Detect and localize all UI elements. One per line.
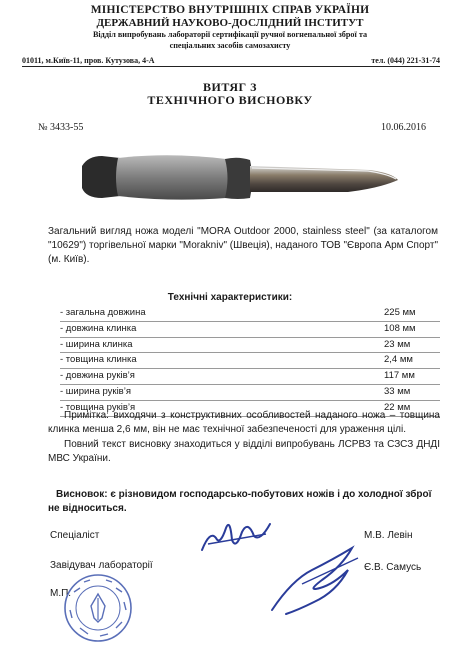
spec-label: - товщина клинка	[60, 354, 137, 366]
spec-row	[60, 338, 440, 354]
spec-row	[60, 306, 440, 322]
document-number: № 3433-55	[38, 122, 84, 133]
specs-heading: Технічні характеристики:	[167, 292, 293, 303]
letterhead-department-line1: Відділ випробувань лабораторії сертифікації ручної вогнепальної зброї та	[92, 30, 368, 39]
head-role: Завідувач лабораторії	[50, 560, 153, 571]
spec-value: 2,4 мм	[384, 354, 413, 366]
full-text-note: Повний текст висновку знаходиться у відділі випробувань ЛСРВЗ та СЗСЗ ДНДІ МВС України.	[48, 439, 440, 464]
stamp-label: М.П.	[50, 588, 72, 599]
official-stamp	[62, 572, 134, 644]
knife-photo	[80, 148, 400, 210]
letterhead-institute: ДЕРЖАВНИЙ НАУКОВО-ДОСЛІДНИЙ ІНСТИТУТ	[96, 17, 364, 29]
head-name: Є.В. Самусь	[364, 562, 422, 573]
letterhead-phone: тел. (044) 221-31-74	[371, 56, 440, 65]
spec-value: 22 мм	[384, 401, 411, 413]
specs-table	[60, 306, 440, 417]
letterhead-ministry: МІНІСТЕРСТВО ВНУТРІШНІХ СПРАВ УКРАЇНИ	[90, 4, 370, 16]
letterhead-address: 01011, м.Київ-11, пров. Кутузова, 4-А	[22, 56, 155, 65]
spec-row	[60, 353, 440, 369]
knife-description: Загальний вигляд ножа моделі "MORA Outdoor 2000, stainless steel" (за каталогом "10629") торгівельної марки "Morakniv" (Швеція), наданого ТОВ "Європа Арм Спорт" (м. Київ).	[48, 226, 438, 265]
spec-label: - загальна довжина	[60, 307, 146, 318]
note-paragraph: Примітка: виходячи з конструктивних особливостей наданого ножа – товщина клинка менша 2,6 мм, він не має технічної забезпеченості для ураження цілі.	[48, 410, 440, 435]
head-signature	[262, 540, 372, 620]
spec-row	[60, 322, 440, 338]
spec-row	[60, 385, 440, 401]
specialist-role: Спеціаліст	[50, 530, 100, 541]
conclusion: Висновок: є різновидом господарсько-побутових ножів і до холодної зброї не відноситься.	[48, 489, 432, 514]
spec-value: 225 мм	[384, 307, 416, 318]
document-title-line2: ТЕХНІЧНОГО ВИСНОВКУ	[147, 93, 313, 107]
specialist-name: М.В. Левін	[364, 530, 413, 541]
spec-value: 33 мм	[384, 385, 411, 397]
spec-label: - товщина руків’я	[60, 401, 136, 413]
spec-label: - довжина клинка	[60, 322, 137, 334]
spec-label: - довжина руків’я	[60, 370, 135, 382]
spec-value: 23 мм	[384, 338, 411, 350]
spec-value: 108 мм	[384, 322, 416, 334]
spec-label: - ширина клинка	[60, 338, 133, 350]
letterhead-department-line2: спеціальних засобів самозахисту	[169, 41, 291, 50]
spec-row	[60, 369, 440, 385]
document-date: 10.06.2016	[381, 122, 426, 133]
letterhead-divider	[22, 66, 440, 67]
spec-label: - ширина руків’я	[60, 385, 131, 397]
document-title-line1: ВИТЯГ З	[202, 80, 258, 94]
spec-value: 117 мм	[384, 370, 415, 382]
